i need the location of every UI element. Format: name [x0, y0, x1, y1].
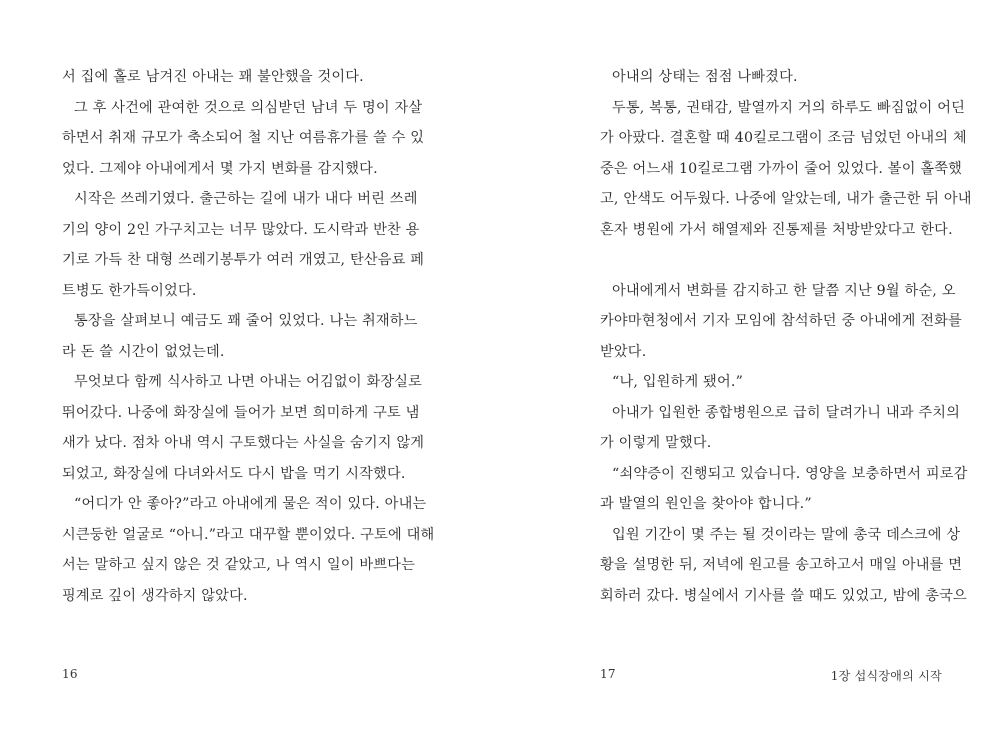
text-line: “쇠약증이 진행되고 있습니다. 영양을 보충하면서 피로감: [612, 465, 968, 482]
left-body-text: [62, 62, 435, 611]
text-line: 받았다.: [600, 343, 647, 360]
right-page: [500, 0, 1000, 734]
text-line: 되었고, 화장실에 다녀와서도 다시 밥을 먹기 시작했다.: [62, 465, 406, 482]
text-line: 아내에게서 변화를 감지하고 한 달쯤 지난 9월 하순, 오: [612, 282, 956, 299]
text-line: 입원 기간이 몇 주는 될 것이라는 말에 총국 데스크에 상: [612, 526, 961, 543]
text-line: 서는 말하고 싶지 않은 것 같았고, 나 역시 일이 바쁘다는: [62, 557, 416, 573]
text-line: “나, 입원하게 됐어.”: [612, 374, 744, 390]
running-header-chapter-title: 1장 섭식장애의 시작: [830, 669, 942, 683]
text-line: 시큰둥한 얼굴로 “아니.”라고 대꾸할 뿐이었다. 구토에 대해: [62, 526, 435, 543]
paragraph-break: [600, 245, 940, 276]
text-line: 가 이렇게 말했다.: [600, 435, 712, 451]
text-line: 과 발열의 원인을 찾아야 합니다.”: [600, 496, 812, 512]
page-number-left: 16: [62, 667, 78, 681]
text-line: 기로 가득 찬 대형 쓰레기봉투가 여러 개였고, 탄산음료 페: [62, 252, 425, 268]
text-line: 회하러 갔다. 병실에서 기사를 쓸 때도 있었고, 밤에 총국으: [600, 587, 967, 604]
text-line: 그 후 사건에 관여한 것으로 의심받던 남녀 두 명이 자살: [74, 99, 423, 116]
text-line: 아내가 입원한 종합병원으로 급히 달려가니 내과 주치의: [612, 404, 961, 421]
text-line: 혼자 병원에 가서 해열제와 진통제를 처방받았다고 한다.: [600, 221, 953, 238]
text-line: 중은 어느새 10킬로그램 가까이 줄어 있었다. 볼이 홀쭉했: [600, 160, 963, 177]
text-line: 하면서 취재 규모가 축소되어 철 지난 여름휴가를 쓸 수 있: [62, 130, 425, 146]
text-line: 두통, 복통, 권태감, 발열까지 거의 하루도 빠짐없이 어딘: [612, 99, 966, 116]
page-number-right: 17: [600, 667, 616, 681]
text-line: 시작은 쓰레기였다. 출근하는 길에 내가 내다 버린 쓰레: [74, 191, 418, 207]
text-line: 고, 안색도 어두웠다. 나중에 알았는데, 내가 출근한 뒤 아내: [600, 191, 972, 207]
text-line: 트병도 한가득이었다.: [62, 282, 197, 299]
text-line: 무엇보다 함께 식사하고 나면 아내는 어김없이 화장실로: [74, 374, 423, 390]
text-line: 핑계로 깊이 생각하지 않았다.: [62, 587, 248, 604]
text-line: 기의 양이 2인 가구치고는 너무 많았다. 도시락과 반찬 용: [62, 221, 420, 238]
text-line: 서 집에 홀로 남겨진 아내는 꽤 불안했을 것이다.: [62, 69, 364, 85]
text-line: 아내의 상태는 점점 나빠졌다.: [612, 69, 798, 85]
text-line: 뛰어갔다. 나중에 화장실에 들어가 보면 희미하게 구토 냄: [62, 404, 420, 421]
text-line: 통장을 살펴보니 예금도 꽤 줄어 있었다. 나는 취재하느: [74, 313, 418, 329]
text-line: 황을 설명한 뒤, 저녁에 원고를 송고하고서 매일 아내를 면: [600, 557, 963, 573]
text-line: 가 아팠다. 결혼할 때 40킬로그램이 조금 넘었던 아내의 체: [600, 130, 967, 146]
text-line: 라 돈 쓸 시간이 없었는데.: [62, 343, 225, 360]
text-line: 었다. 그제야 아내에게서 몇 가지 변화를 감지했다.: [62, 160, 378, 177]
text-line: “어디가 안 좋아?”라고 아내에게 물은 적이 있다. 아내는: [74, 496, 427, 512]
text-line: 새가 났다. 점차 아내 역시 구토했다는 사실을 숨기지 않게: [62, 435, 425, 451]
text-line: 카야마현청에서 기자 모임에 참석하던 중 아내에게 전화를: [600, 313, 962, 329]
right-body-text: [600, 62, 972, 611]
